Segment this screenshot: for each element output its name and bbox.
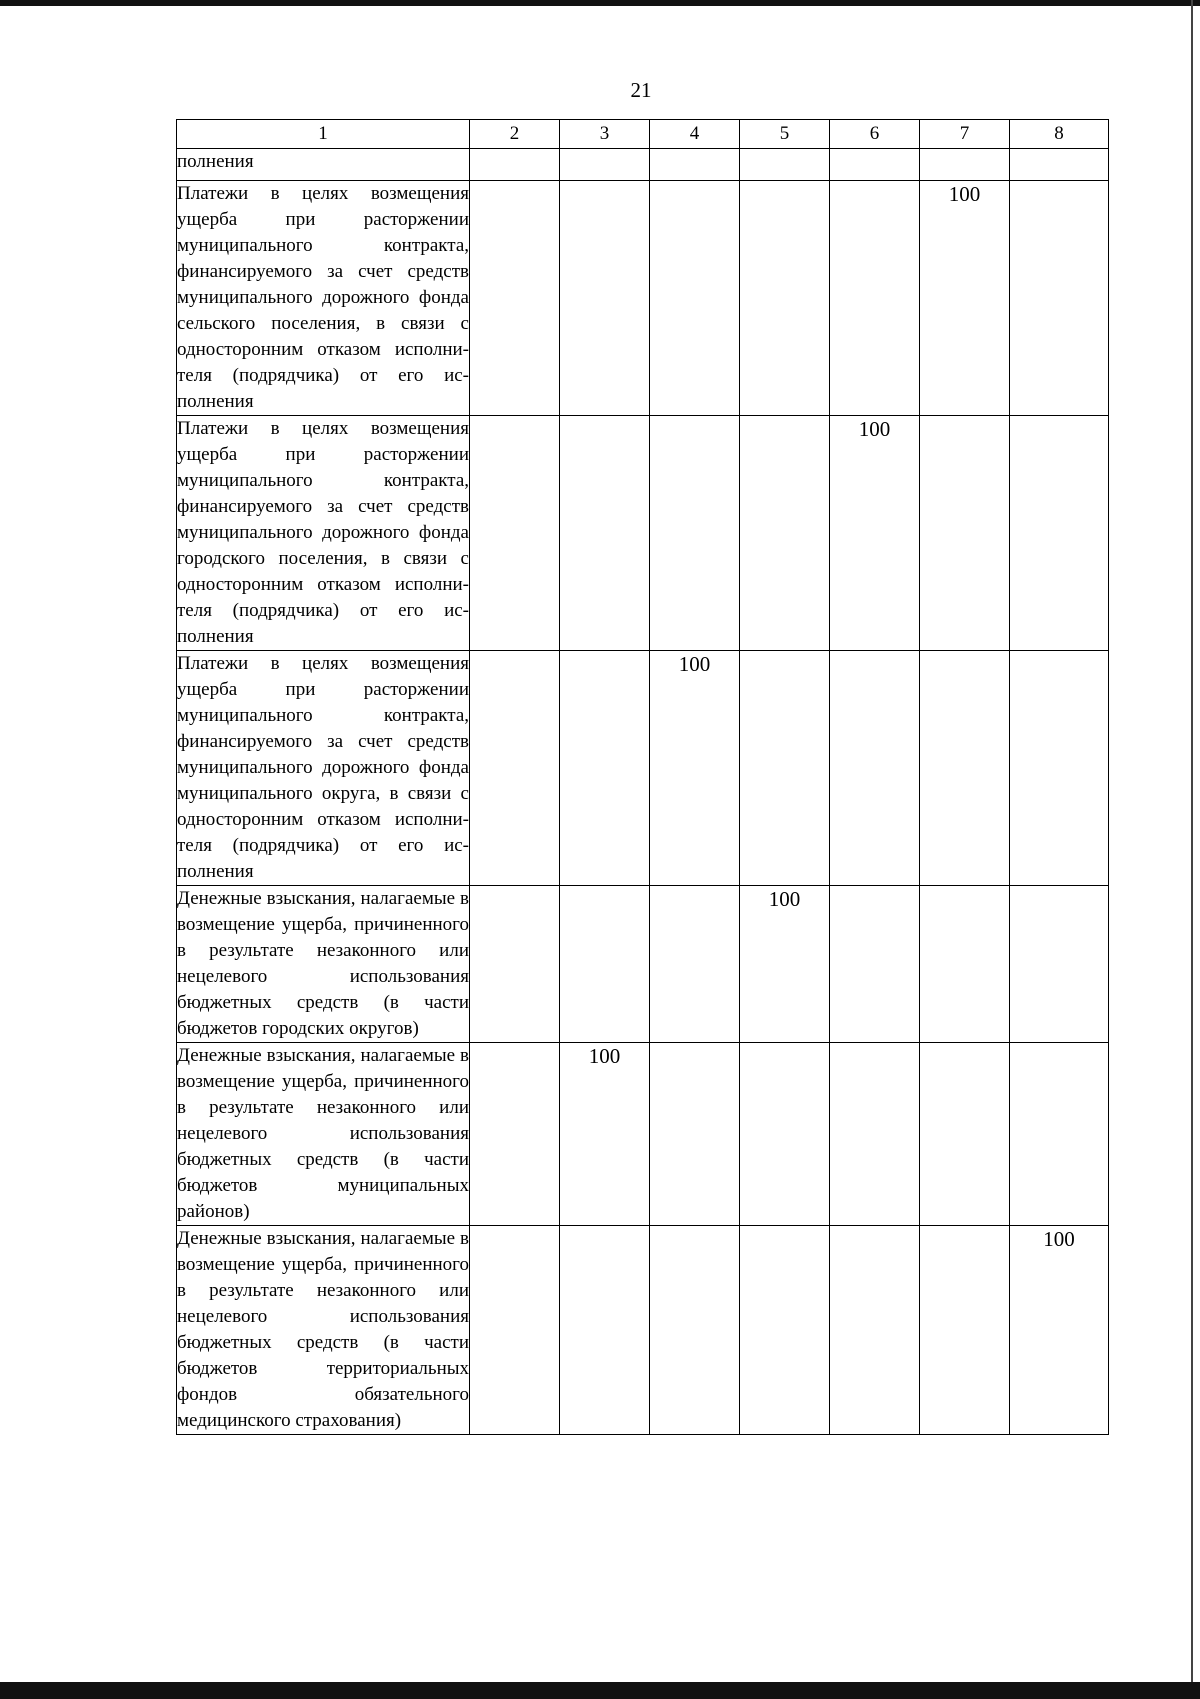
value-cell — [920, 651, 1010, 886]
value-cell — [560, 886, 650, 1043]
scan-border-top — [0, 0, 1200, 6]
value-cell — [740, 1226, 830, 1435]
column-header: 7 — [920, 120, 1010, 149]
value-cell — [560, 181, 650, 416]
value-cell — [470, 1043, 560, 1226]
value-cell — [740, 651, 830, 886]
row-description: Платежи в целях возмещения ущерба при расторжении муниципального контракта, финансируемого за счет средств муниципального дорожного фонда сельского поселения, в связи с односторонним отказом исполнителя (подрядчика) от его исполнения — [177, 181, 470, 416]
row-description: Денежные взыскания, налагаемые в возмещение ущерба, причиненного в результате незаконного или нецелевого использования бюджетных средств (в части бюджетов городских округов) — [177, 886, 470, 1043]
value-cell — [560, 149, 650, 181]
table-row — [177, 416, 1109, 651]
value-cell — [740, 181, 830, 416]
value-cell — [830, 149, 920, 181]
row-description: Платежи в целях возмещения ущерба при расторжении муниципального контракта, финансируемого за счет средств муниципального дорожного фонда муниципального округа, в связи с односторонним отказом исполнителя (подрядчика) от его исполнения — [177, 651, 470, 886]
scan-border-right — [1191, 0, 1193, 1699]
table-row — [177, 181, 1109, 416]
value-cell — [470, 886, 560, 1043]
table-row — [177, 1043, 1109, 1226]
value-cell — [830, 886, 920, 1043]
value-cell — [650, 886, 740, 1043]
value-cell — [1010, 149, 1109, 181]
value-cell — [740, 416, 830, 651]
column-header: 1 — [177, 120, 470, 149]
table-row — [177, 149, 1109, 181]
revenue-distribution-table — [176, 119, 1109, 1435]
column-header: 5 — [740, 120, 830, 149]
value-cell — [650, 149, 740, 181]
value-cell — [470, 416, 560, 651]
row-description: полнения — [177, 149, 470, 181]
value-cell — [740, 149, 830, 181]
value-cell: 100 — [1010, 1226, 1109, 1435]
value-cell — [650, 181, 740, 416]
column-header: 4 — [650, 120, 740, 149]
row-description: Денежные взыскания, налагаемые в возмещение ущерба, причиненного в результате незаконного или нецелевого использования бюджетных средств (в части бюджетов муниципальных районов) — [177, 1043, 470, 1226]
page-number: 21 — [630, 78, 652, 102]
value-cell — [560, 1226, 650, 1435]
value-cell — [830, 1043, 920, 1226]
column-header: 6 — [830, 120, 920, 149]
value-cell — [470, 149, 560, 181]
value-cell — [920, 1043, 1010, 1226]
value-cell: 100 — [650, 651, 740, 886]
value-cell — [1010, 416, 1109, 651]
value-cell — [1010, 181, 1109, 416]
value-cell — [650, 1043, 740, 1226]
value-cell: 100 — [740, 886, 830, 1043]
value-cell — [1010, 886, 1109, 1043]
value-cell — [560, 416, 650, 651]
value-cell — [470, 181, 560, 416]
value-cell — [1010, 1043, 1109, 1226]
table-row — [177, 651, 1109, 886]
value-cell — [470, 1226, 560, 1435]
value-cell — [830, 1226, 920, 1435]
value-cell: 100 — [920, 181, 1010, 416]
value-cell — [740, 1043, 830, 1226]
value-cell: 100 — [560, 1043, 650, 1226]
column-header: 8 — [1010, 120, 1109, 149]
table-row — [177, 886, 1109, 1043]
value-cell: 100 — [830, 416, 920, 651]
value-cell — [920, 149, 1010, 181]
column-header: 3 — [560, 120, 650, 149]
value-cell — [920, 1226, 1010, 1435]
value-cell — [830, 651, 920, 886]
value-cell — [1010, 651, 1109, 886]
column-header: 2 — [470, 120, 560, 149]
value-cell — [470, 651, 560, 886]
value-cell — [650, 416, 740, 651]
value-cell — [650, 1226, 740, 1435]
value-cell — [560, 651, 650, 886]
value-cell — [920, 886, 1010, 1043]
header-row — [177, 120, 1109, 149]
row-description: Денежные взыскания, налагаемые в возмещение ущерба, причиненного в результате незаконного или нецелевого использования бюджетных средств (в части бюджетов территориальных фондов обязательного медицинского страхования) — [177, 1226, 470, 1435]
value-cell — [920, 416, 1010, 651]
scan-border-bottom — [0, 1682, 1200, 1699]
row-description: Платежи в целях возмещения ущерба при расторжении муниципального контракта, финансируемого за счет средств муниципального дорожного фонда городского поселения, в связи с односторонним отказом исполнителя (подрядчика) от его исполнения — [177, 416, 470, 651]
value-cell — [830, 181, 920, 416]
table-row — [177, 1226, 1109, 1435]
